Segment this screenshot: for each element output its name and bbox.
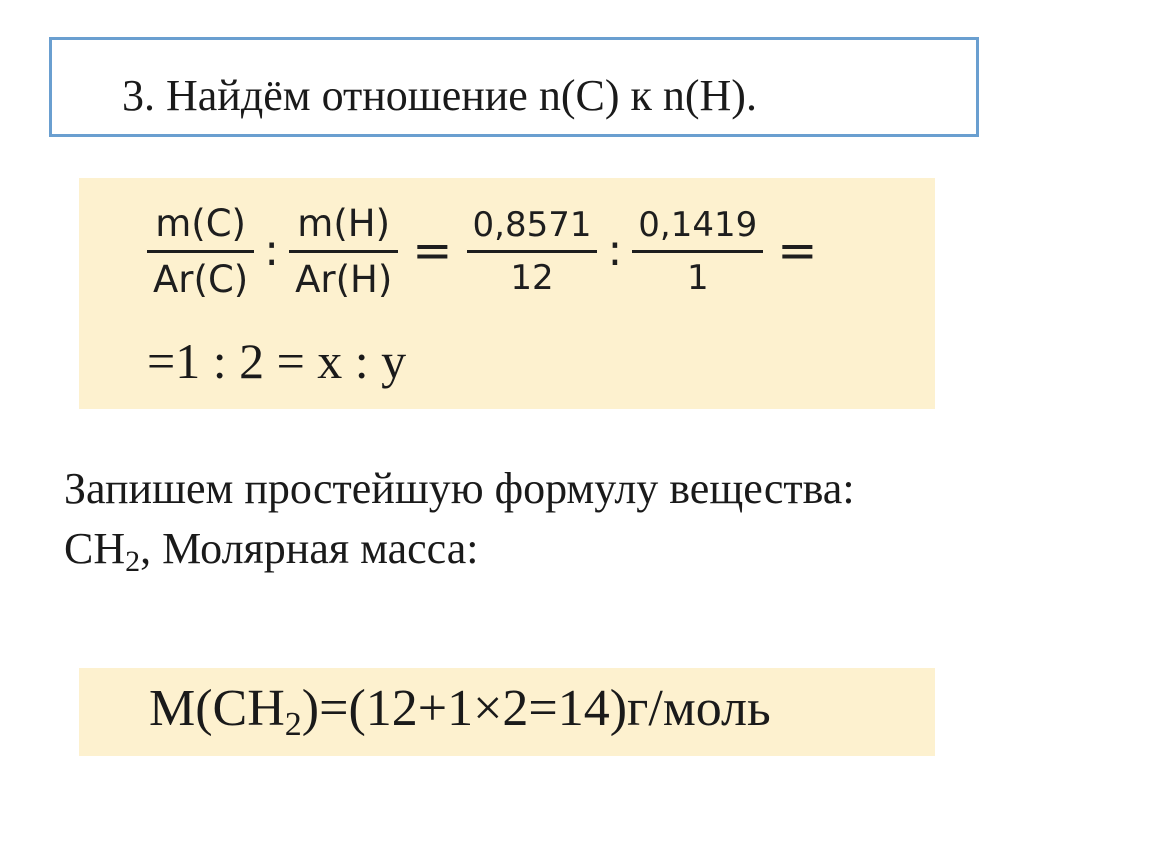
fraction-numerator: 0,1419 xyxy=(638,204,758,245)
equals-sign: = xyxy=(777,223,818,279)
fraction-c-numeric xyxy=(467,204,598,299)
fraction-denominator: 1 xyxy=(686,257,709,298)
fraction-denominator: Ar(C) xyxy=(153,257,249,301)
fraction-mass-c-over-ar-c xyxy=(147,201,254,302)
molar-mass-rest: )=(12+1×2=14)г/моль xyxy=(301,680,771,737)
fraction-numerator: m(C) xyxy=(155,201,246,245)
title-box xyxy=(49,37,979,137)
fraction-bar xyxy=(289,250,398,253)
fraction-numerator: 0,8571 xyxy=(472,204,592,245)
fraction-bar xyxy=(467,250,598,253)
simplest-formula-line-1: Запишем простейшую формулу вещества: xyxy=(64,464,855,513)
fraction-numerator: m(H) xyxy=(297,201,391,245)
fraction-mass-h-over-ar-h xyxy=(289,201,398,302)
slide-title: 3. Найдём отношение n(C) к n(H). xyxy=(122,71,757,120)
molar-mass-label: , Молярная масса: xyxy=(140,524,479,573)
molar-mass-subscript: 2 xyxy=(284,706,302,743)
ratio-colon: : xyxy=(264,225,280,276)
fraction-h-numeric xyxy=(632,204,763,299)
fraction-denominator: 12 xyxy=(510,257,554,298)
formula-ch: CH xyxy=(64,524,126,573)
molar-mass-formula xyxy=(149,680,771,743)
fraction-bar xyxy=(147,250,254,253)
equals-sign: = xyxy=(412,223,453,279)
formula-subscript: 2 xyxy=(125,545,141,578)
simplest-formula-line-2 xyxy=(64,519,855,579)
fraction-bar xyxy=(632,250,763,253)
ratio-result-line: =1 : 2 = x : y xyxy=(147,333,407,389)
simplest-formula-text xyxy=(64,459,855,579)
molar-mass-prefix: M(CH xyxy=(149,680,285,737)
ratio-fraction-row xyxy=(143,192,827,310)
ratio-colon: : xyxy=(607,225,623,276)
fraction-denominator: Ar(H) xyxy=(295,257,393,301)
